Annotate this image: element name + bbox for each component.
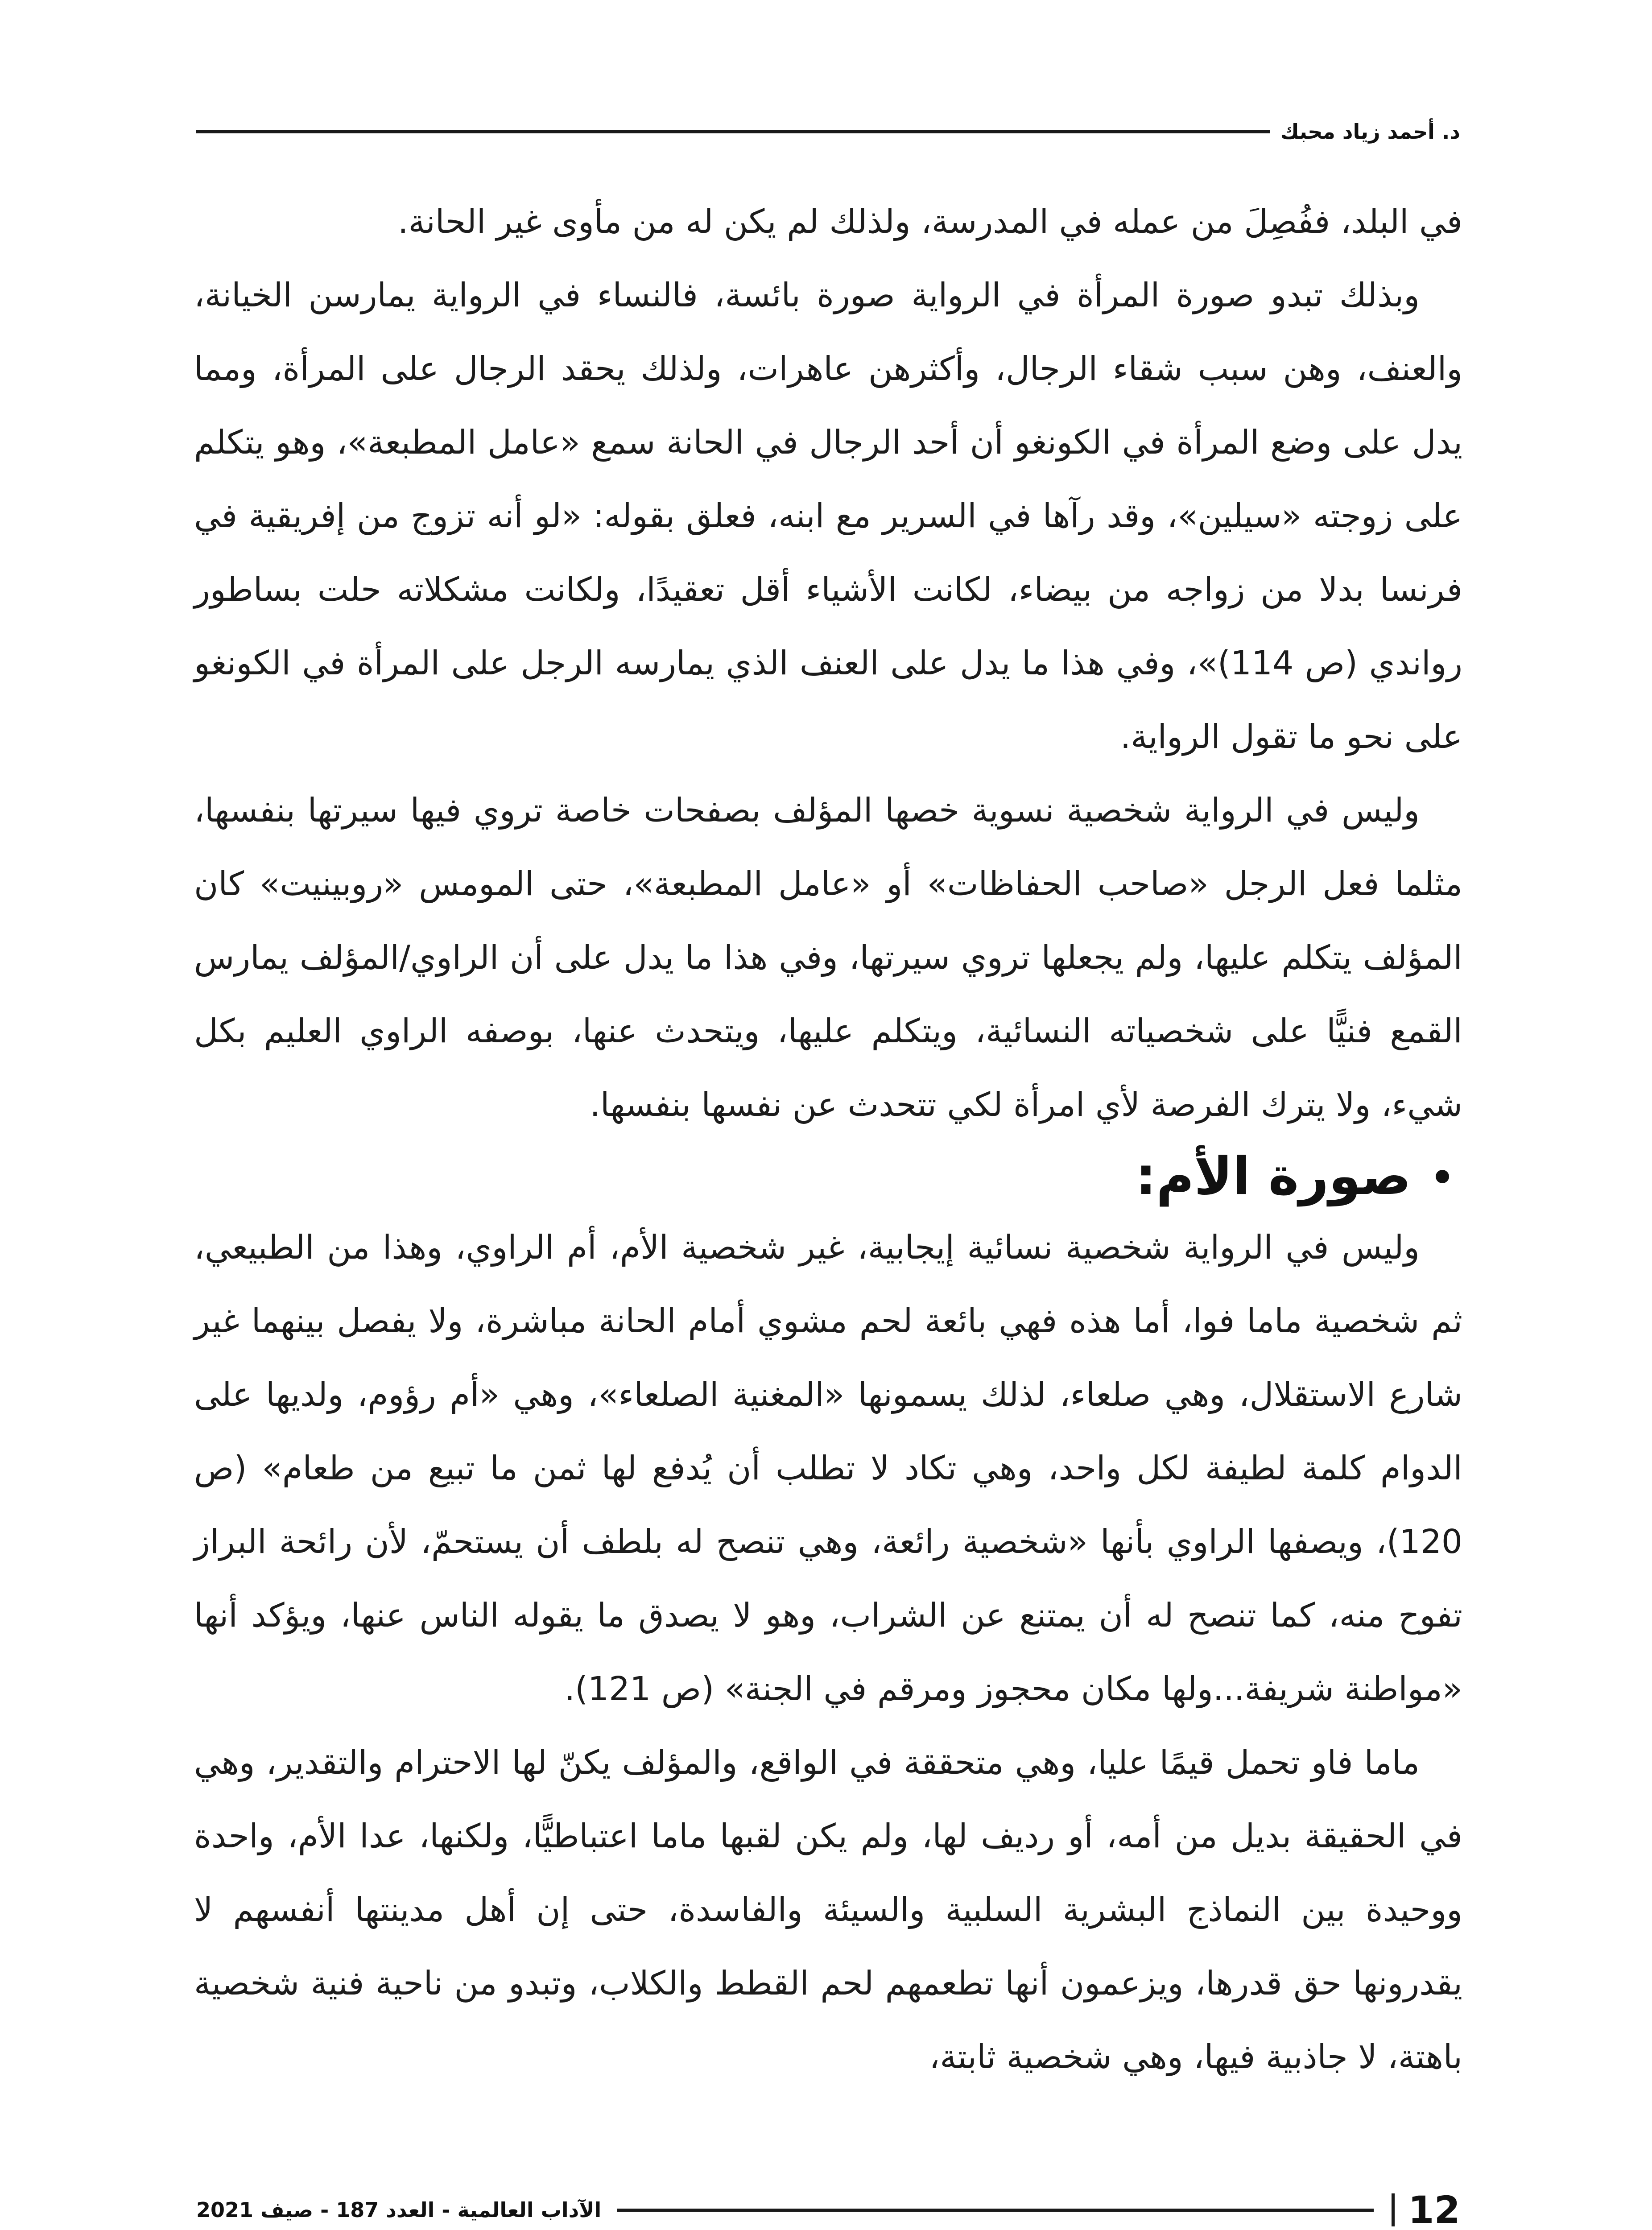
- page-footer: [196, 2188, 1460, 2230]
- page-number: 12: [1408, 2188, 1460, 2230]
- paragraph: وليس في الرواية شخصية نسوية خصها المؤلف بصفحات خاصة تروي فيها سيرتها بنفسها، مثلما فعل الرجل «صاحب الحفاظات» أو «عامل المطبعة»، حتى المومس «روبينيت» كان المؤلف يتكلم عليها، ولم يجعلها تروي سيرتها، وفي هذا ما يدل على أن الراوي/المؤلف يمارس القمع فنيًّا على شخصياته النسائية، ويتكلم عليها، ويتحدث عنها، بوصفه الراوي العليم بكل شيء، ولا يترك الفرصة لأي امرأة لكي تتحدث عن نفسها بنفسها.: [194, 791, 1462, 1124]
- footer-rule: [617, 2209, 1374, 2212]
- section-heading: [194, 1142, 1462, 1211]
- footer-separator: [1392, 2193, 1395, 2226]
- header-author: د. أحمد زياد محبك: [1280, 120, 1460, 144]
- section-heading-text: صورة الأم:: [1135, 1146, 1411, 1206]
- paragraph-continuation: في البلد، ففُصِلَ من عمله في المدرسة، ولذلك لم يكن له من مأوى غير الحانة.: [398, 202, 1462, 241]
- running-header: [196, 114, 1460, 149]
- paragraph: وليس في الرواية شخصية نسائية إيجابية، غير شخصية الأم، أم الراوي، وهذا من الطبيعي، ثم شخصية ماما فوا، أما هذه فهي بائعة لحم مشوي أمام الحانة مباشرة، ولا يفصل بينهما غير شارع الاستقلال، وهي صلعاء، لذلك يسمونها «المغنية الصلعاء»، وهي «أم رؤوم، ولديها على الدوام كلمة لطيفة لكل واحد، وهي تكاد لا تطلب أن يُدفع لها ثمن ما تبيع من طعام» (ص 120)، ويصفها الراوي بأنها «شخصية رائعة، وهي تنصح له بلطف أن يستحمّ، لأن رائحة البراز تفوح منه، كما تنصح له أن يمتنع عن الشراب، وهو لا يصدق ما يقوله الناس عنها، ويؤكد أنها «مواطنة شريفة...ولها مكان محجوز ومرقم في الجنة» (ص 121).: [194, 1228, 1462, 1708]
- paragraph: وبذلك تبدو صورة المرأة في الرواية صورة بائسة، فالنساء في الرواية يمارسن الخيانة، والعنف، وهن سبب شقاء الرجال، وأكثرهن عاهرات، ولذلك يحقد الرجال على المرأة، ومما يدل على وضع المرأة في الكونغو أن أحد الرجال في الحانة سمع «عامل المطبعة»، وهو يتكلم على زوجته «سيلين»، وقد رآها في السرير مع ابنه، فعلق بقوله: «لو أنه تزوج من إفريقية في فرنسا بدلا من زواجه من بيضاء، لكانت الأشياء أقل تعقيدًا، ولكانت مشكلاته حلت بساطور رواندي (ص 114)»، وفي هذا ما يدل على العنف الذي يمارسه الرجل على المرأة في الكونغو على نحو ما تقول الرواية.: [194, 276, 1462, 756]
- journal-info: الآداب العالمية - العدد 187 - صيف 2021: [196, 2198, 602, 2222]
- bullet-icon: [1436, 1170, 1449, 1183]
- article-body: [194, 185, 1462, 2094]
- paragraph: ماما فاو تحمل قيمًا عليا، وهي متحققة في الواقع، والمؤلف يكنّ لها الاحترام والتقدير، وهي في الحقيقة بديل من أمه، أو رديف لها، ولم يكن لقبها ماما اعتباطيًّا، ولكنها، عدا الأم، واحدة ووحيدة بين النماذج البشرية السلبية والسيئة والفاسدة، حتى إن أهل مدينتها أنفسهم لا يقدرونها حق قدرها، ويزعمون أنها تطعمهم لحم القطط والكلاب، وتبدو من ناحية فنية شخصية باهتة، لا جاذبية فيها، وهي شخصية ثابتة،: [194, 1743, 1462, 2076]
- header-rule: [196, 130, 1270, 133]
